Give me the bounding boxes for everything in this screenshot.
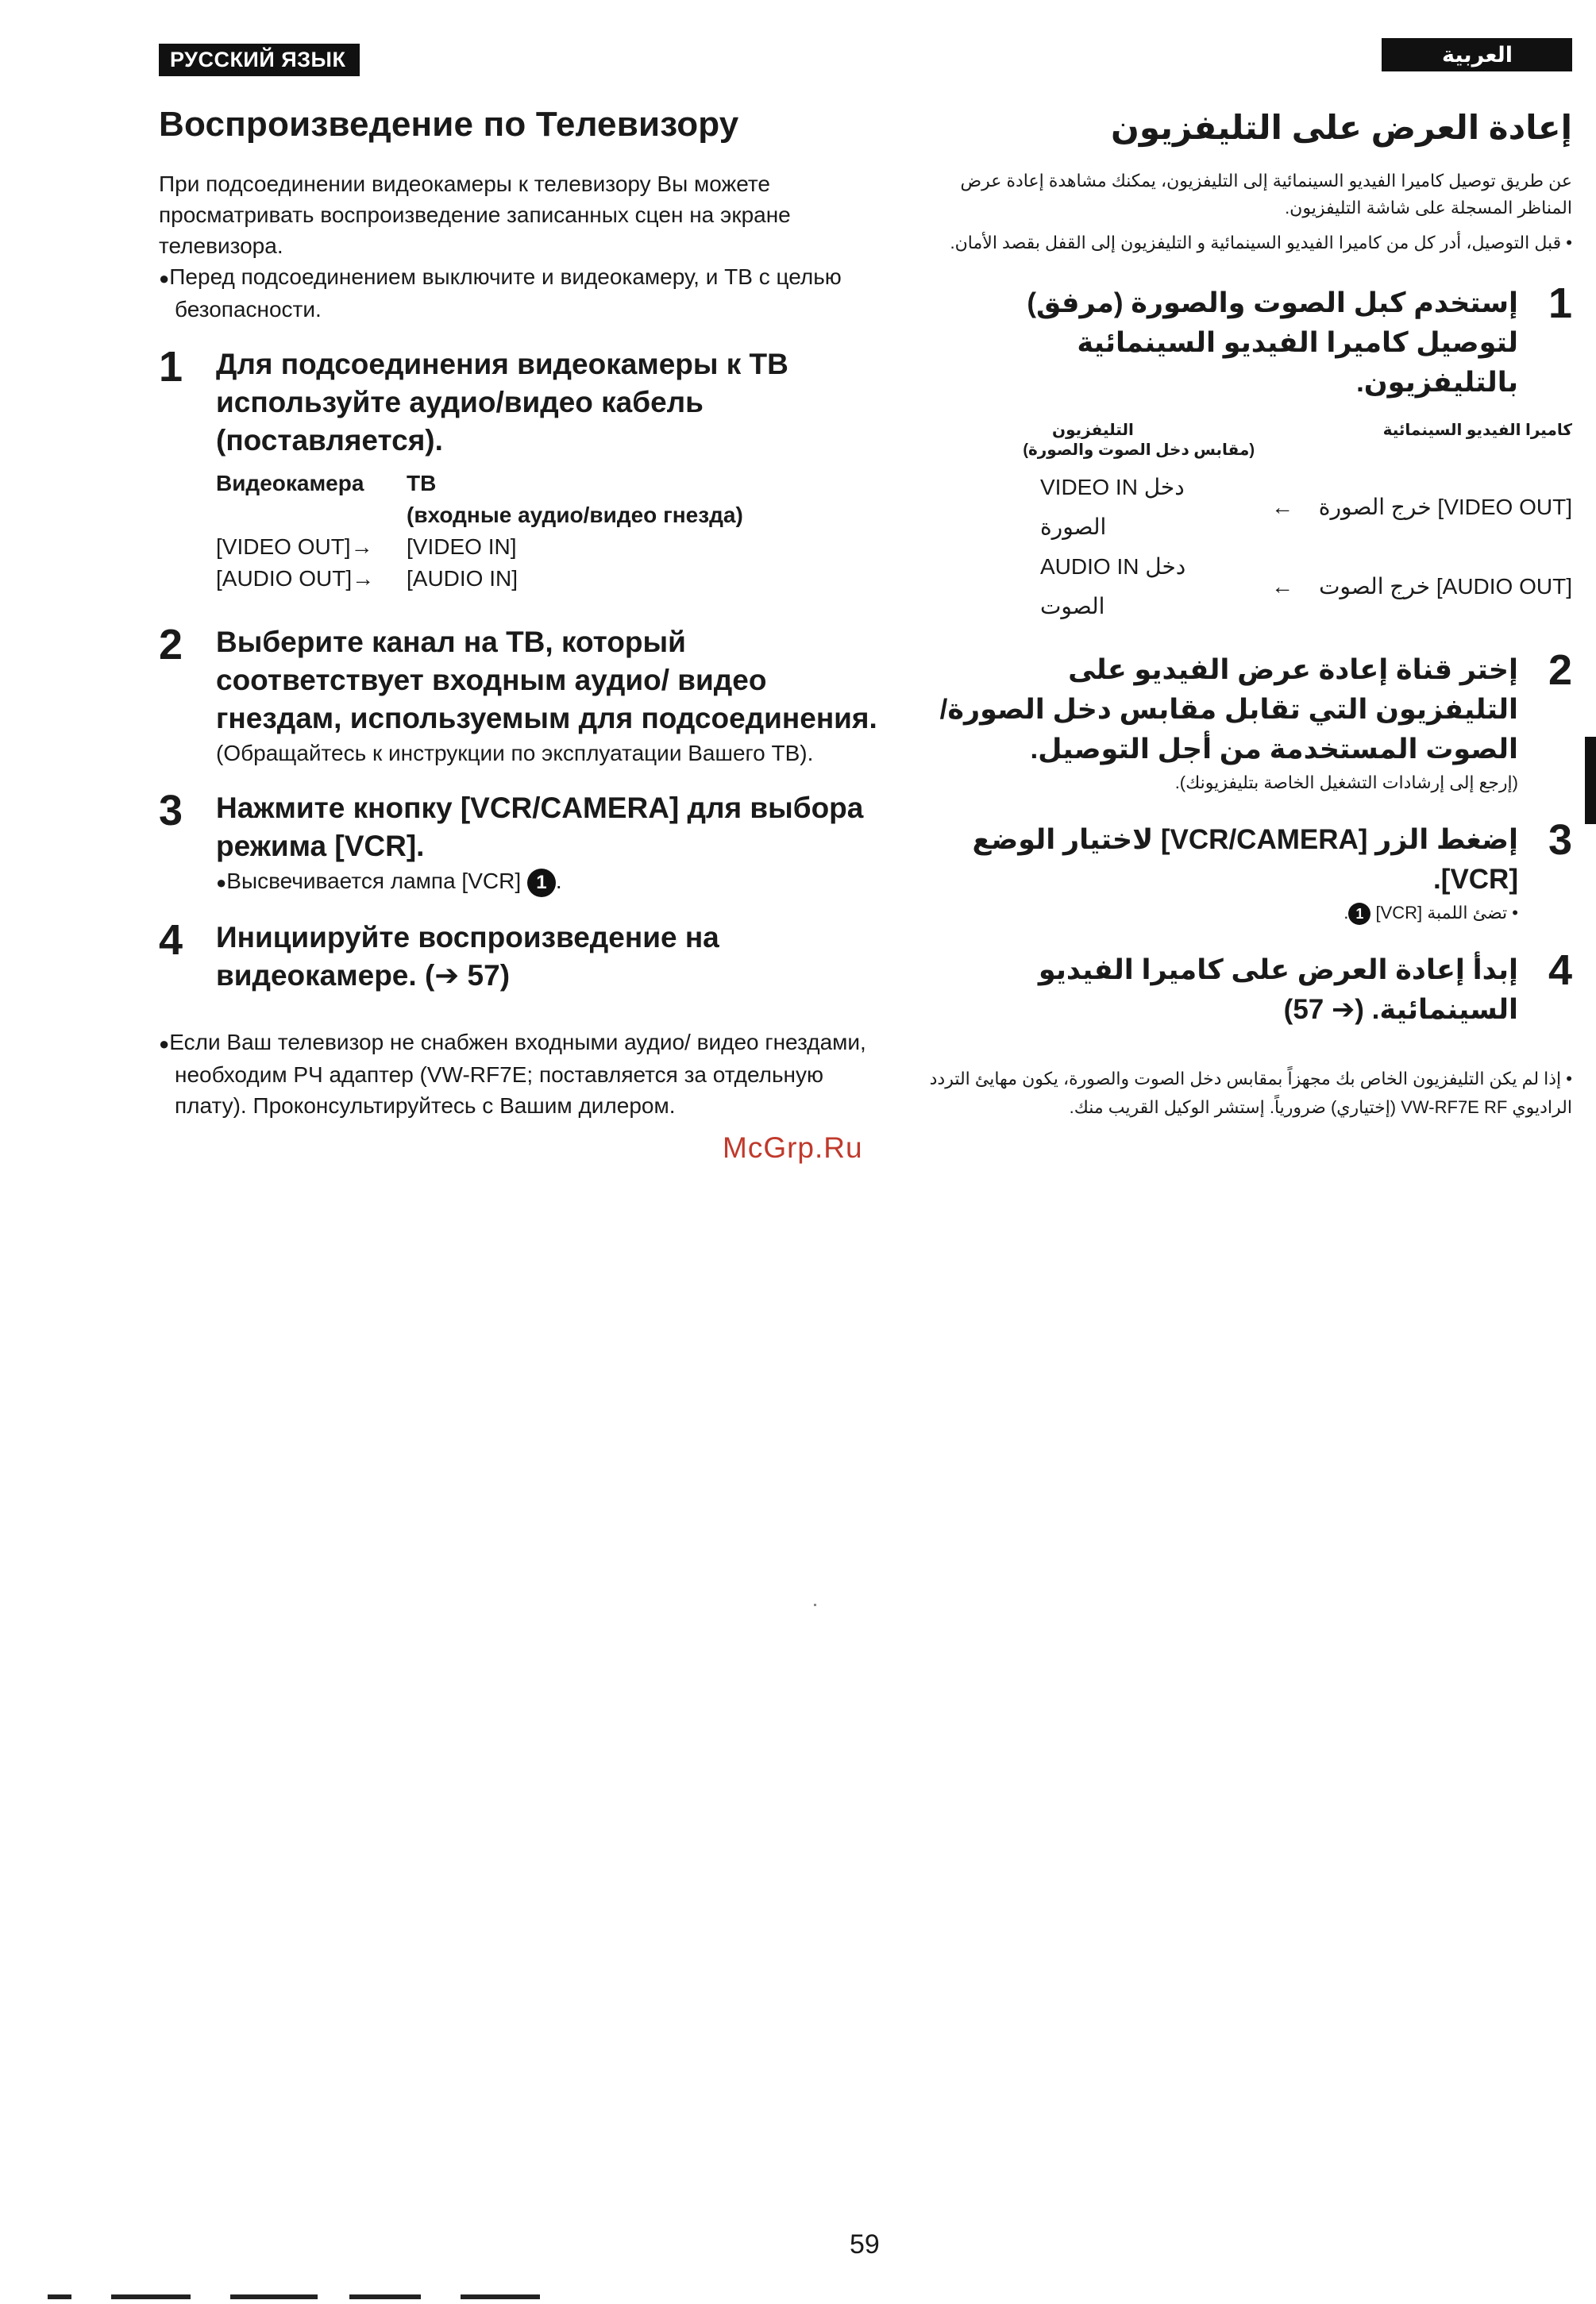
callout-1-icon: 1 [1348,903,1370,925]
step-3 [159,789,889,898]
column-camcorder: Видеокамера [216,471,364,495]
arabic-intro-text: عن طريق توصيل كاميرا الفيديو السينمائية إلى التليفزيون، يمكنك مشاهدة إعادة عرض المناظر المسجلة على شاشة التليفزيون. [960,171,1572,218]
step-number: 3 [1548,816,1572,864]
bullet-dot-icon: • [1561,1069,1572,1088]
connection-to: [VIDEO IN] [407,534,517,559]
step-heading: Для подсоединения видеокамеры к ТВ используйте аудио/видео кабель (поставляется). [216,348,788,457]
step-heading: إضغط الزر [VCR/CAMERA] لاختيار الوضع [VCR]. [972,824,1518,895]
step-number: 1 [1548,279,1572,327]
bullet-dot-icon: • [1507,903,1518,923]
column-tv: التليفزيون [1052,422,1134,439]
language-tab-russian: РУССКИЙ ЯЗЫК [159,44,360,76]
step-subtext: ●Высвечивается лампа [VCR] 1 . [216,865,889,898]
arabic-rf-adapter-note-text: إذا لم يكن التليفزيون الخاص بك مجهزاً بمقابس دخل الصوت والصورة، يكون مهايئ التردد الراديوي RF ‏VW-RF7E (إختياري) ضرورياً. إستشر الوكيل القريب منك. [929,1069,1572,1117]
section-marker-bar [1585,737,1596,824]
step-heading: إختر قناة إعادة عرض الفيديو على التليفزيون التي تقابل مقابس دخل الصورة/الصوت المستخدمة من أجل التوصيل. [939,654,1518,765]
column-tv: ТВ [407,471,437,495]
rf-adapter-note-text: Если Ваш телевизор не снабжен входными аудио/ видео гнездами, необходим РЧ адаптер (VW-RF7E; поставляется за отдельную плату). Проконсультируйтесь с Вашим дилером. [169,1030,866,1118]
arrow-left-icon: ← [1271,495,1293,519]
step-2 [159,623,889,769]
connection-to: AUDIO IN دخل الصوت [1040,554,1186,618]
bullet-dot-icon: ● [216,873,227,892]
arabic-rf-adapter-note [925,1065,1572,1122]
step-1 [159,345,889,595]
connection-row [925,547,1572,626]
connection-from: خرج الصورة [VIDEO OUT] [1318,495,1572,519]
step-heading: إستخدم كبل الصوت والصورة (مرفق) لتوصيل كاميرا الفيديو السينمائية بالتليفزيون. [1027,287,1518,398]
step-heading: إبدأ إعادة العرض على كاميرا الفيديو السينمائية. (➔ 57) [1038,954,1518,1025]
column-tv-sub: (مقابس دخل الصوت والصورة) [1023,441,1255,459]
step-number: 2 [1548,646,1572,694]
bullet-dot-icon: ● [159,268,170,288]
language-tab-arabic: العربية [1382,38,1572,71]
arabic-step-1 [925,279,1572,403]
step-subtext: (Обращайтесь к инструкции по эксплуатации Вашего ТВ). [216,741,814,765]
page-number: 59 [850,2229,880,2260]
arabic-safety-bullet-text: قبل التوصيل، أدر كل من كاميرا الفيديو السينمائية و التليفزيون إلى القفل بقصد الأمان. [950,233,1562,252]
connection-from: خرج الصوت [AUDIO OUT] [1319,574,1572,599]
arabic-connection-table-header [925,420,1572,440]
step-heading: Выберите канал на ТВ, который соответствует входным аудио/ видео гнездам, используемым для подсоединения. [216,626,877,734]
page-title: Воспроизведение по Телевизору [159,105,739,144]
step-subtext-text: Высвечивается лампа [VCR] [226,869,522,893]
connection-from: [VIDEO OUT]→ [216,534,373,559]
step-number: 4 [159,916,183,964]
arabic-page-title: إعادة العرض على التليفزيون [1111,109,1572,146]
bullet-dot-icon: ● [159,1034,170,1054]
safety-bullet-text: Перед подсоединением выключите и видеокамеру, и ТВ с целью безопасности. [169,264,842,322]
arabic-step-2 [925,646,1572,796]
rf-adapter-note [159,1027,889,1121]
arabic-connection-table [925,420,1572,626]
step-subtext: (إرجع إلى إرشادات التشغيل الخاصة بتليفزيونك). [1174,772,1518,792]
connection-to: [AUDIO IN] [407,566,519,591]
arabic-column [925,38,1572,1122]
connection-to: VIDEO IN دخل الصورة [1040,475,1185,539]
step-4 [159,916,889,995]
connection-row [216,563,889,595]
step-number: 4 [1548,946,1572,994]
callout-1-icon: 1 [527,869,556,897]
print-crop-marks [48,2294,619,2304]
connection-row [925,468,1572,547]
bullet-dot-icon: • [1561,233,1572,252]
step-subtext-text: تضئ اللمبة [VCR] [1375,903,1508,923]
arabic-safety-bullet [925,229,1572,256]
arabic-step-3 [925,816,1572,927]
intro-text: При подсоединении видеокамеры к телевизору Вы можете просматривать воспроизведение записанных сцен на экране телевизора. [159,171,791,258]
connection-from: [AUDIO OUT]→ [216,566,375,591]
russian-column [159,44,889,1121]
arabic-step-4 [925,946,1572,1030]
step-number: 1 [159,343,183,391]
step-number: 3 [159,787,183,834]
step-heading: Нажмите кнопку [VCR/CAMERA] для выбора режима [VCR]. [216,792,864,862]
connection-row [216,531,889,563]
column-camcorder: كاميرا الفيديو السينمائية [1382,422,1572,439]
step-heading: Инициируйте воспроизведение на видеокамере. (➔ 57) [216,921,719,992]
print-dot [814,1604,816,1606]
column-tv-sub: (входные аудио/видео гнезда) [407,503,743,527]
connection-table [216,468,889,595]
safety-bullet [159,261,889,325]
connection-table-header [216,468,889,499]
step-subtext: • تضئ اللمبة [VCR] 1. [925,900,1518,927]
watermark: McGrp.Ru [723,1131,863,1164]
step-number: 2 [159,621,183,668]
arrow-left-icon: ← [1271,574,1293,599]
